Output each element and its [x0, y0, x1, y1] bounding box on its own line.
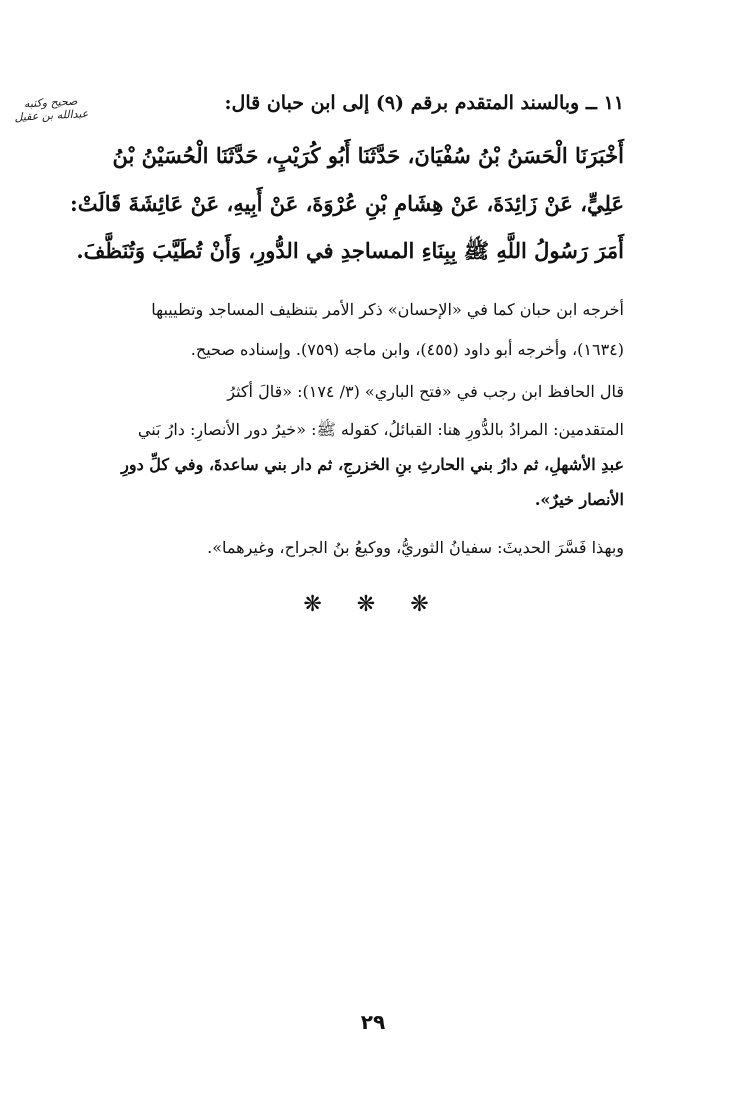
section-separator: ❋ ❋ ❋ — [303, 592, 443, 617]
annotation-line-2: عبدالله بن عقيل — [14, 107, 89, 124]
commentary-line-7: وبهذا فَسَّرَ الحديثَ: سفيانُ الثوريُّ، ووكيعُ بنُ الجراح، وغيرهما». — [207, 538, 624, 557]
page-number: ٢٩ — [360, 1010, 386, 1034]
commentary-line-3: قال الحافظ ابن رجب في «فتح الباري» (٣/ ١٧٤): «قالَ أكثرُ — [227, 382, 624, 401]
commentary-line-2: (١٦٣٤)، وأخرجه أبو داود (٤٥٥)، وابن ماجه (٧٥٩). وإسناده صحيح. — [190, 340, 624, 359]
hadith-matn: أَمَرَ رَسُولُ اللَّهِ ﷺ بِبِنَاءِ المساجدِ في الدُّورِ، وَأَنْ تُطَيَّبَ وَتُنَظَّفَ. — [76, 238, 624, 263]
annotation-line-1: صحيح وكتبه — [23, 94, 78, 111]
hadith-isnad-line-2: عَلِيٍّ، عَنْ زَائِدَةَ، عَنْ هِشَامِ بْنِ عُرْوَةَ، عَنْ أَبِيهِ، عَنْ عَائِشَةَ قَالَتْ: — [70, 191, 624, 216]
hadith-isnad-line-1: أَخْبَرَنَا الْحَسَنُ بْنُ سُفْيَانَ، حَدَّثَنَا أَبُو كُرَيْبٍ، حَدَّثَنَا الْحُسَيْنُ بْنُ — [112, 143, 624, 168]
commentary-line-1: أخرجه ابن حبان كما في «الإحسان» ذكر الأمر بتنظيف المساجد وتطييبها — [151, 300, 624, 319]
commentary-line-6: الأنصار خيرٌ». — [534, 490, 624, 509]
handwritten-annotation — [3, 94, 98, 125]
commentary-line-4: المتقدمين: المرادُ بالدُّورِ هنا: القبائلُ، كقوله ﷺ: «خيرُ دور الأنصارِ: دارُ بَني — [137, 420, 624, 439]
commentary-line-5: عبدِ الأشهلِ، ثم دارُ بني الحارثِ بنِ الخزرجِ، ثم دار بني ساعدةَ، وفي كلِّ دورِ — [121, 455, 624, 474]
hadith-heading: ١١ ــ وبالسند المتقدم برقم (٩) إلى ابن حبان قال: — [224, 92, 624, 114]
